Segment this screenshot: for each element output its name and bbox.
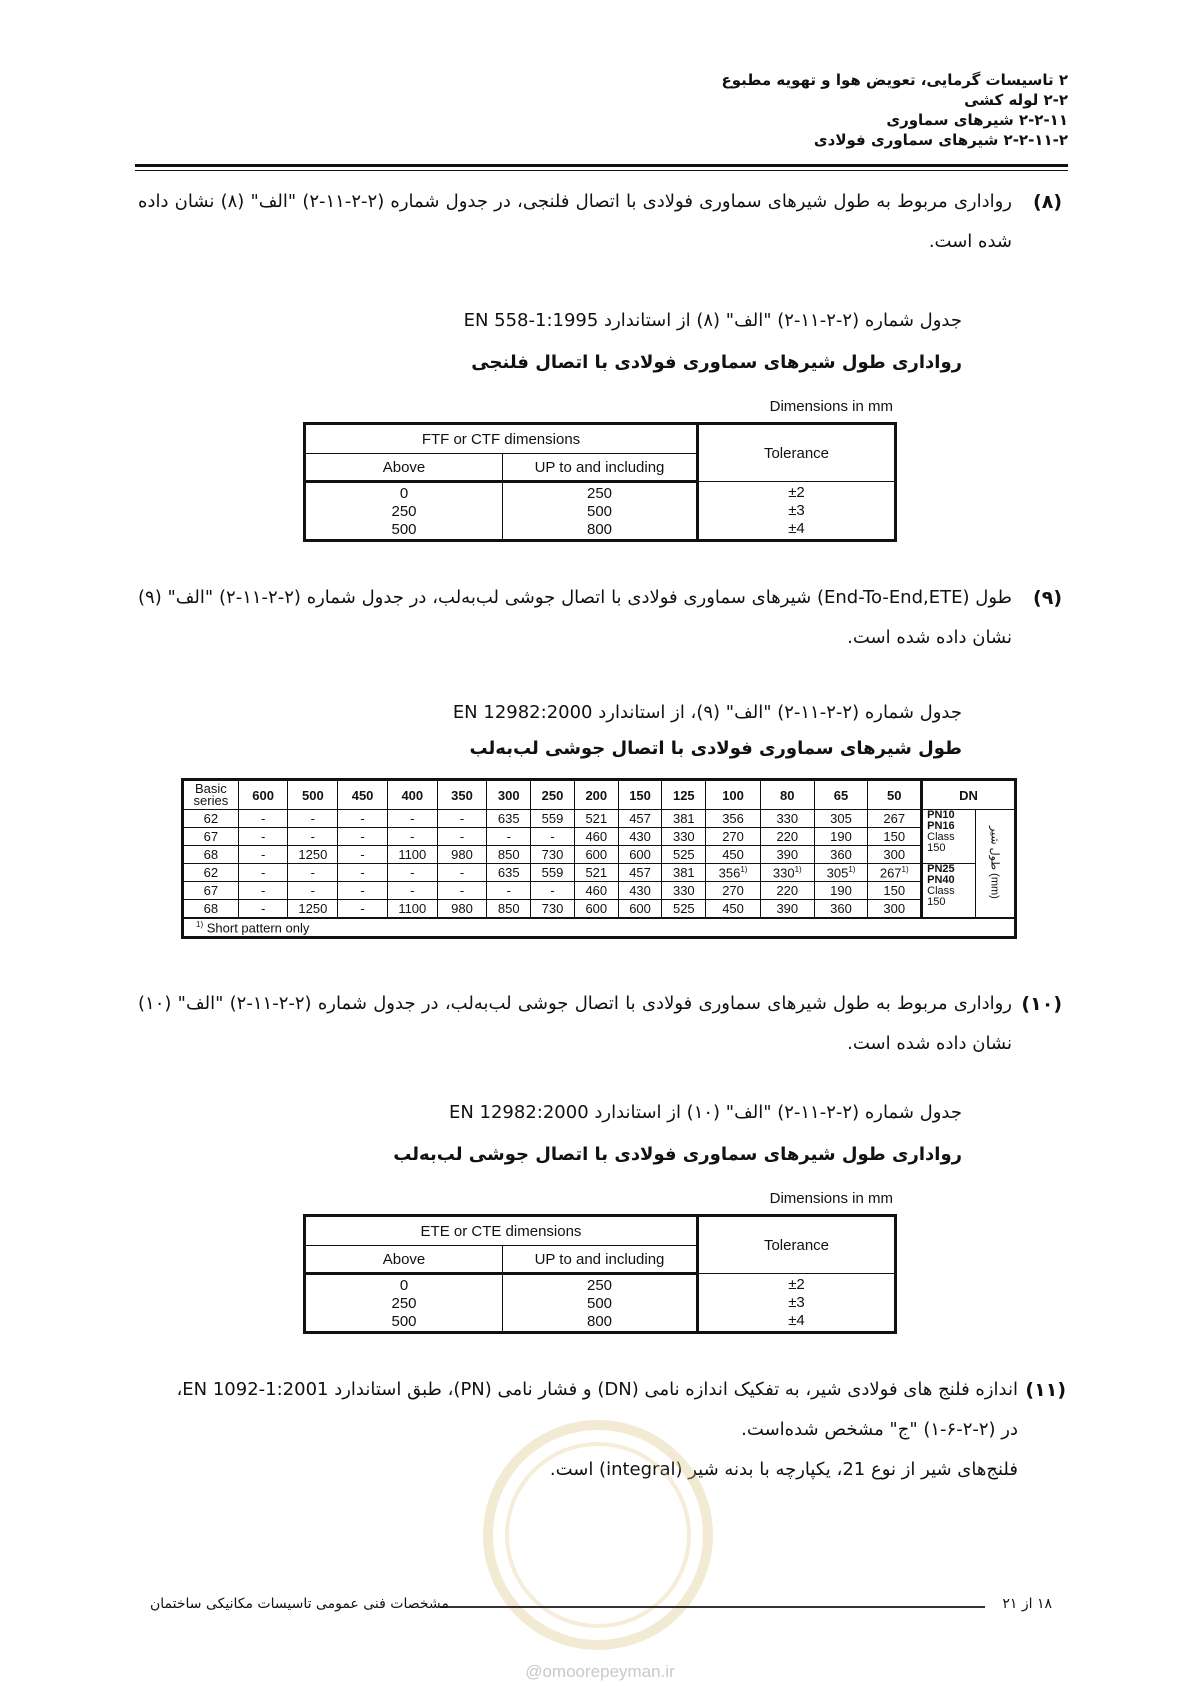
watermark-text: @omoorepeyman.ir <box>525 1662 675 1681</box>
cell-value: - <box>310 811 316 826</box>
cell-value: 450 <box>722 901 744 916</box>
col-tolerance: Tolerance <box>698 1216 896 1274</box>
table-caption: جدول شماره (۲-۲-۱۱-۲) "الف" (۸) از استاندارد EN 558-1:1995 <box>463 310 962 331</box>
footer-rule <box>440 1606 985 1608</box>
cell-value: 600 <box>585 901 608 916</box>
cell-value: - <box>410 865 415 880</box>
cell: 500 <box>391 521 417 538</box>
table-cell <box>338 810 388 828</box>
cell: ±4 <box>788 1312 805 1329</box>
table-cell <box>574 828 618 846</box>
item-number: (۸) <box>1033 191 1062 213</box>
table-cell <box>288 900 338 919</box>
col-header: 300 <box>487 780 531 810</box>
table-cell <box>338 900 388 919</box>
table-cell <box>288 864 338 882</box>
col-above: Above <box>305 454 503 482</box>
cell-value: 1250 <box>298 847 328 862</box>
cell-value: - <box>260 829 266 844</box>
col-dn: DN <box>922 780 1016 810</box>
table-cell <box>437 846 487 864</box>
table-cell <box>531 828 575 846</box>
table-row <box>183 900 1016 919</box>
cell: 500 <box>391 1313 417 1330</box>
header-rule-thin <box>135 170 1068 171</box>
cell: 0 <box>399 1277 409 1294</box>
table-cell <box>814 810 868 828</box>
cell-value: 381 <box>672 865 695 880</box>
col-above: Above <box>305 1246 503 1274</box>
cell-value: 635 <box>497 811 520 826</box>
cell-value: - <box>410 883 415 898</box>
footnote-mark: 1) <box>740 864 748 874</box>
tolerance-table-butt-weld <box>303 1214 897 1334</box>
cell-value: 330 <box>776 811 799 826</box>
cell-value: 305 <box>830 811 852 826</box>
cell-value: - <box>310 865 316 880</box>
cell-value: 457 <box>629 865 651 880</box>
table-title: رواداری طول شیرهای سماوری فولادی با اتصال فلنجی <box>471 352 962 373</box>
cell-value: 390 <box>776 847 799 862</box>
item-number: (۱۰) <box>1021 993 1062 1015</box>
cell-value: 600 <box>585 847 608 862</box>
table-cell <box>868 864 922 882</box>
table-cell <box>531 864 575 882</box>
table-cell <box>706 810 761 828</box>
table-cell <box>706 900 761 919</box>
paragraph-item-8 <box>138 182 1062 266</box>
tolerance-values <box>698 1274 896 1333</box>
cell-value: 267 <box>883 811 906 826</box>
table-title: طول شیرهای سماوری فولادی با اتصال جوشی لب‌به‌لب <box>469 738 962 759</box>
table-cell <box>437 810 487 828</box>
cell-value: 190 <box>830 829 852 844</box>
col-header: 400 <box>387 780 437 810</box>
dimensions-note: Dimensions in mm <box>769 398 893 415</box>
cell-value: - <box>550 883 555 898</box>
table-cell <box>437 828 487 846</box>
cell-value: 330 <box>672 829 695 844</box>
table-cell <box>662 882 706 900</box>
paragraph-line-1: اندازه فلنج های فولادی شیر، به تفکیک اندازه نامی (DN) و فشار نامی (PN)، طبق استاندارد EN 1092-1:2001، <box>176 1379 1018 1400</box>
cell-value: 150 <box>883 883 906 898</box>
cell-value: 300 <box>883 847 906 862</box>
cell-value: 600 <box>629 847 651 862</box>
pressure-class-line: Class <box>927 831 955 843</box>
cell: 0 <box>399 485 409 502</box>
cell-value: - <box>410 811 415 826</box>
cell-value: - <box>260 847 266 862</box>
table-cell <box>437 900 487 919</box>
table-cell <box>618 846 662 864</box>
cell-value: 730 <box>541 901 564 916</box>
table-cell <box>662 810 706 828</box>
table-row <box>183 810 1016 828</box>
pressure-class-line: PN40 <box>927 874 955 886</box>
cell-value: 356 <box>722 811 744 826</box>
footer-title: مشخصات فنی عمومی تاسیسات مکانیکی ساختمان <box>150 1596 449 1612</box>
table-cell <box>531 810 575 828</box>
paragraph-text: طول (End-To-End,ETE) شیرهای سماوری فولادی با اتصال جوشی لب‌به‌لب، در جدول شماره (۲-۲-۱۱-۲) "الف" (۹) نشان داده شده است. <box>138 587 1013 648</box>
col-header: 80 <box>760 780 814 810</box>
table-cell <box>760 882 814 900</box>
table-cell <box>618 900 662 919</box>
col-basic-series: Basic series <box>183 780 239 810</box>
table-cell <box>238 828 288 846</box>
table-cell <box>338 864 388 882</box>
footnote-mark: 1) <box>794 864 802 874</box>
table-cell <box>574 846 618 864</box>
cell: ±3 <box>788 502 805 519</box>
footnote-mark: 1) <box>901 864 909 874</box>
cell-value: 559 <box>541 865 564 880</box>
dimensions-note: Dimensions in mm <box>769 1190 893 1207</box>
col-header: 350 <box>437 780 487 810</box>
cell-value: 980 <box>451 847 473 862</box>
basic-series-cell: 62 <box>183 864 239 882</box>
header-line-2: ۲-۲ لوله کشی <box>964 91 1068 109</box>
table-cell <box>760 864 814 882</box>
table-cell <box>531 882 575 900</box>
table-cell <box>760 810 814 828</box>
table-cell <box>338 846 388 864</box>
cell-value: 267 <box>879 865 902 881</box>
cell-value: - <box>459 829 465 844</box>
cell-value: - <box>360 811 365 826</box>
table-cell <box>288 882 338 900</box>
cell-value: 1100 <box>398 901 427 916</box>
cell-value: 460 <box>585 829 608 844</box>
cell-value: 559 <box>541 811 564 826</box>
footnote <box>183 918 1016 938</box>
table-cell <box>574 810 618 828</box>
basic-series-cell: 68 <box>183 900 239 919</box>
cell-value: - <box>410 829 415 844</box>
table-cell <box>387 810 437 828</box>
paragraph-text: رواداری مربوط به طول شیرهای سماوری فولادی با اتصال جوشی لب‌به‌لب، در جدول شماره (۲-۲-۱۱-۲) "الف" (۱۰) نشان داده شده است. <box>138 993 1012 1054</box>
table-cell <box>706 864 761 882</box>
item-number: (۹) <box>1033 587 1062 609</box>
table-cell <box>868 828 922 846</box>
header-line-1: ۲ تاسیسات گرمایی، تعویض هوا و تهویه مطبوع <box>721 71 1068 89</box>
unit-label: طول شیر (mm) <box>988 825 1001 899</box>
table-cell <box>662 846 706 864</box>
cell-value: 300 <box>883 901 906 916</box>
cell-value: - <box>360 865 365 880</box>
cell-value: 360 <box>830 901 852 916</box>
table-cell <box>531 846 575 864</box>
cell-value: 457 <box>629 811 651 826</box>
cell-value: - <box>260 883 266 898</box>
table-cell <box>238 810 288 828</box>
unit-cell <box>975 810 1015 919</box>
basic-series-cell: 62 <box>183 810 239 828</box>
cell-value: 305 <box>826 865 849 881</box>
col-upto: UP to and including <box>503 454 698 482</box>
table-row <box>183 882 1016 900</box>
table-title: رواداری طول شیرهای سماوری فولادی با اتصال جوشی لب‌به‌لب <box>393 1144 962 1165</box>
cell-value: - <box>260 901 266 916</box>
cell: ±3 <box>788 1294 805 1311</box>
cell-value: 635 <box>497 865 520 880</box>
cell-value: 521 <box>585 865 608 880</box>
table-cell <box>868 810 922 828</box>
cell-value: 730 <box>541 847 564 862</box>
cell-value: 430 <box>629 883 651 898</box>
cell-value: 356 <box>718 865 741 881</box>
table-cell <box>288 828 338 846</box>
basic-series-cell: 68 <box>183 846 239 864</box>
cell-value: 381 <box>672 811 695 826</box>
cell-value: - <box>459 865 465 880</box>
table-cell <box>814 846 868 864</box>
table-cell <box>338 882 388 900</box>
table-caption: جدول شماره (۲-۲-۱۱-۲) "الف" (۹)، از استاندارد EN 12982:2000 <box>452 702 962 723</box>
cell-value: 980 <box>451 901 473 916</box>
cell: 250 <box>586 485 613 502</box>
table-cell <box>387 900 437 919</box>
cell-value: 600 <box>629 901 651 916</box>
cell-value: - <box>310 883 316 898</box>
cell-value: 270 <box>722 883 744 898</box>
table-cell <box>574 882 618 900</box>
table-cell <box>662 828 706 846</box>
tolerance-table-flanged <box>303 422 897 542</box>
col-header: 600 <box>238 780 288 810</box>
table-cell <box>814 882 868 900</box>
cell-value: 521 <box>585 811 608 826</box>
table-cell <box>387 864 437 882</box>
cell-value: - <box>360 901 365 916</box>
table-cell <box>487 846 531 864</box>
cell-value: 1250 <box>298 901 328 916</box>
table-caption: جدول شماره (۲-۲-۱۱-۲) "الف" (۱۰) از استاندارد EN 12982:2000 <box>448 1102 962 1123</box>
table-cell <box>706 882 761 900</box>
cell: 250 <box>391 1295 417 1312</box>
cell-value: 525 <box>672 901 695 916</box>
table-cell <box>338 828 388 846</box>
table-cell <box>487 882 531 900</box>
above-values <box>305 1274 503 1333</box>
cell-value: 850 <box>497 901 520 916</box>
tolerance-values <box>698 482 896 541</box>
cell-value: - <box>360 847 365 862</box>
table-cell <box>760 846 814 864</box>
table-cell <box>868 846 922 864</box>
table-cell <box>706 828 761 846</box>
table-cell <box>288 846 338 864</box>
col-header: 65 <box>814 780 868 810</box>
cell-value: - <box>260 811 266 826</box>
pressure-class-line: 150 <box>927 896 946 908</box>
table-row <box>183 828 1016 846</box>
cell-value: 330 <box>672 883 695 898</box>
footnote-text: Short pattern only <box>206 920 310 936</box>
cell-value: - <box>360 883 365 898</box>
ete-length-table <box>181 778 1017 939</box>
table-cell <box>760 900 814 919</box>
cell-value: 460 <box>585 883 608 898</box>
paragraph-item-10 <box>138 984 1062 1068</box>
col-header: 100 <box>706 780 761 810</box>
paragraph-line-2: در (۲-۲-۶-۱) "ج" مشخص شده‌است. <box>741 1419 1018 1440</box>
table-cell <box>288 810 338 828</box>
table-cell <box>618 810 662 828</box>
col-upto: UP to and including <box>503 1246 698 1274</box>
table-cell <box>814 864 868 882</box>
table-cell <box>706 846 761 864</box>
cell-value: 430 <box>629 829 651 844</box>
table-cell <box>238 864 288 882</box>
pressure-class-line: 150 <box>927 842 946 854</box>
pressure-class-line: PN25 <box>927 863 955 875</box>
basic-series-cell: 67 <box>183 882 239 900</box>
pressure-class-cell <box>922 810 976 864</box>
group-header: ETE or CTE dimensions <box>305 1216 698 1246</box>
cell-value: 525 <box>672 847 695 862</box>
table-cell <box>437 882 487 900</box>
upto-values <box>503 482 698 541</box>
col-header: 500 <box>288 780 338 810</box>
cell-value: 190 <box>830 883 852 898</box>
table-cell <box>662 900 706 919</box>
paragraph-text: رواداری مربوط به طول شیرهای سماوری فولادی با اتصال فلنجی، در جدول شماره (۲-۲-۱۱-۲) "الف" (۸) نشان داده شده است. <box>138 191 1012 252</box>
paragraph-line-3: فلنج‌های شیر از نوع 21، یکپارچه با بدنه شیر (integral) است. <box>549 1459 1018 1480</box>
table-cell <box>487 828 531 846</box>
cell-value: 330 <box>772 865 795 881</box>
pressure-class-line: PN10 <box>927 809 955 821</box>
cell-value: 1100 <box>398 847 427 862</box>
table-cell <box>662 864 706 882</box>
header-line-3: ۲-۲-۱۱ شیرهای سماوری <box>886 111 1068 129</box>
cell: 250 <box>586 1277 613 1294</box>
col-header: 125 <box>662 780 706 810</box>
cell: ±2 <box>788 1276 805 1293</box>
table-cell <box>487 810 531 828</box>
table-cell <box>437 864 487 882</box>
footnote-mark: 1) <box>848 864 856 874</box>
table-row <box>183 846 1016 864</box>
pressure-class-cell <box>922 864 976 919</box>
table-cell <box>868 900 922 919</box>
cell: 800 <box>586 521 613 538</box>
pressure-class-line: PN16 <box>927 820 955 832</box>
table-cell <box>531 900 575 919</box>
cell-value: 360 <box>830 847 852 862</box>
cell: 800 <box>586 1313 613 1330</box>
pressure-class-line: Class <box>927 885 955 897</box>
header-rule-thick <box>135 164 1068 167</box>
section-header <box>468 70 1068 150</box>
cell: ±4 <box>788 520 805 537</box>
group-header: FTF or CTF dimensions <box>305 424 698 454</box>
table-cell <box>760 828 814 846</box>
col-header: 250 <box>531 780 575 810</box>
cell-value: - <box>506 883 511 898</box>
table-cell <box>574 864 618 882</box>
table-cell <box>487 900 531 919</box>
header-line-4: ۲-۲-۱۱-۲ شیرهای سماوری فولادی <box>813 131 1068 149</box>
cell-value: 220 <box>776 829 799 844</box>
table-cell <box>618 864 662 882</box>
col-header: 50 <box>868 780 922 810</box>
cell-value: 150 <box>883 829 906 844</box>
cell-value: 270 <box>722 829 744 844</box>
footnote-mark: 1) <box>196 919 204 929</box>
cell-value: - <box>459 883 465 898</box>
item-number: (۱۱) <box>1025 1379 1066 1401</box>
upto-values <box>503 1274 698 1333</box>
cell-value: 390 <box>776 901 799 916</box>
col-tolerance: Tolerance <box>698 424 896 482</box>
cell: 500 <box>586 503 613 520</box>
table-cell <box>387 846 437 864</box>
table-row <box>183 864 1016 882</box>
watermark-seal-inner <box>505 1442 691 1628</box>
cell: 500 <box>586 1295 613 1312</box>
cell-value: 450 <box>722 847 744 862</box>
col-header: 200 <box>574 780 618 810</box>
cell-value: 220 <box>776 883 799 898</box>
cell-value: - <box>459 811 465 826</box>
table-cell <box>814 900 868 919</box>
table-cell <box>618 828 662 846</box>
cell-value: - <box>506 829 511 844</box>
col-header: 450 <box>338 780 388 810</box>
cell-value: - <box>260 865 266 880</box>
above-values <box>305 482 503 541</box>
table-cell <box>574 900 618 919</box>
table-cell <box>387 828 437 846</box>
table-cell <box>387 882 437 900</box>
cell-value: - <box>360 829 365 844</box>
table-cell <box>238 846 288 864</box>
cell-value: - <box>550 829 555 844</box>
cell-value: 850 <box>497 847 520 862</box>
table-cell <box>487 864 531 882</box>
table-cell <box>238 882 288 900</box>
paragraph-item-9 <box>138 578 1062 662</box>
cell: 250 <box>391 503 417 520</box>
table-cell <box>868 882 922 900</box>
basic-series-cell: 67 <box>183 828 239 846</box>
table-cell <box>814 828 868 846</box>
cell-value: - <box>310 829 316 844</box>
cell: ±2 <box>788 484 805 501</box>
table-cell <box>238 900 288 919</box>
table-cell <box>618 882 662 900</box>
page-number: ۱۸ از ۲۱ <box>1002 1596 1052 1612</box>
col-header: 150 <box>618 780 662 810</box>
